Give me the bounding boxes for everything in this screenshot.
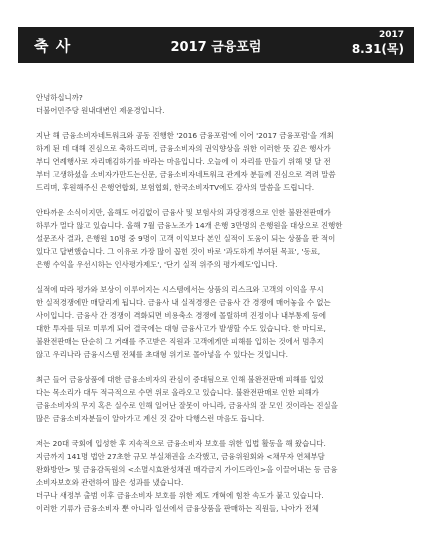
text-line: 않고 우리나라 금융시스템 전체를 초대형 위기로 몰아넣을 수 있다는 것입니다. <box>36 350 288 359</box>
text-line: 많은 금융소비자분들이 알아가고 계신 것 같아 다행스런 마음도 듭니다. <box>36 414 265 423</box>
paragraph-gap <box>36 194 396 206</box>
text-line: 은행 수익을 우선시하는 인사평가제도', '단기 실적 위주의 평가제도'입니다. <box>36 260 278 269</box>
text-line: 안타까운 소식이지만, 올해도 어김없이 금융사 및 보험사의 과당경쟁으로 인한 불완전판매가 <box>36 208 331 217</box>
text-line: 안녕하십니까? <box>36 93 83 102</box>
text-line: 부터 고생하셨을 소비자가만드는신문, 금융소비자네트워크 관계자 분들께 진심으로 격려 말씀 <box>36 170 336 179</box>
speech-body <box>36 91 396 515</box>
text-line: 더구나 새정부 출범 이후 금융소비자 보호를 위한 제도 개혁에 힘찬 속도가 붙고 있습니다. <box>36 491 324 500</box>
text-line: 하게 된 데 대해 진심으로 축하드리며, 금융소비자의 권익향상을 위한 이러한 뜻 깊은 행사가 <box>36 144 331 153</box>
paragraph-gap <box>36 361 396 373</box>
paragraph-gap <box>36 425 396 437</box>
text-line: 이러한 기류가 금융소비자 뿐 아니라 일선에서 금융상품을 판매하는 직원들, 나아가 전체 <box>36 504 319 513</box>
header-date: 8.31(목) <box>351 42 404 56</box>
text-line: 소비자보호와 관련하여 많은 성과를 냈습니다. <box>36 478 184 487</box>
text-line: 실적에 따라 평가와 보상이 이루어지는 시스템에서는 상품의 리스크와 고객의 이익을 무시 <box>36 285 324 294</box>
text-line: 사이입니다. 금융사 간 경쟁이 격화되면 비용축소 경쟁에 몰릴하며 진정이나 내부통제 등에 <box>36 311 327 320</box>
forum-title: 2017 금융포럼 <box>170 40 262 55</box>
text-line: 불완전판매는 단순히 그 거래를 주고받은 직원과 고객에게만 피해를 입히는 것에서 멈추지 <box>36 337 324 346</box>
header-label: 축 사 <box>34 37 72 55</box>
header-year: 2017 <box>378 30 404 40</box>
text-line: 더불어민주당 원내대변인 제윤경입니다. <box>36 106 165 115</box>
text-line: 드리며, 후원해주신 은행연합회, 보험협회, 한국소비자TV에도 감사의 말씀을 드립니다. <box>36 183 315 192</box>
text-line: 지난 해 금융소비자네트워크와 공동 진행한 '2016 금융포럼'에 이어 '2017 금융포럼'을 개최 <box>36 131 334 140</box>
text-line: 있다고 답변했습니다. 그 이유로 가장 많이 꼽힌 것이 바로 '과도하게 부여된 목표', '동료, <box>36 247 321 256</box>
text-line: 저는 20대 국회에 입성한 후 지속적으로 금융소비자 보호를 위한 입법 활동을 해 왔습니다. <box>36 439 326 448</box>
header-banner <box>18 27 414 63</box>
text-line: 금융소비자의 무지 혹은 실수로 인해 일어난 잘못이 아니라, 금융사의 잘 모인 것이라는 진실을 <box>36 401 338 410</box>
text-line: 완화방안> 및 금융감독원의 <소멸시효완성채권 매각금지 가이드라인>을 이끌어내는 등 금융 <box>36 465 338 474</box>
paragraph-gap <box>36 271 396 283</box>
text-line: 한 실적경쟁에만 매달리게 됩니다. 금융사 내 실적경쟁은 금융사 간 경쟁에 매어놓을 수 없는 <box>36 298 331 307</box>
text-line: 최근 들어 금융상품에 대한 금융소비자의 관심이 증대됨으로 인해 불완전판매 피해를 입었 <box>36 375 324 384</box>
text-line: 부디 연례행사로 자리매김하기를 바라는 마음입니다. 오늘에 이 자리를 만들기 위해 몇 달 전 <box>36 157 331 166</box>
text-line: 대한 투자를 뒤로 미루게 되어 결국에는 대형 금융사고가 발생할 수도 있습니다. 한 마디로, <box>36 324 326 333</box>
paragraph-gap <box>36 117 396 129</box>
text-line: 하루가 멀다 않고 있습니다. 올해 7월 금융노조가 14개 은행 3만명의 은행원을 대상으로 진행한 <box>36 221 343 230</box>
text-line: 다는 목소리가 대두 적극적으로 수면 위로 올라오고 있습니다. 불완전판매로 인한 피해가 <box>36 388 319 397</box>
header-date-block <box>352 30 404 57</box>
text-line: 설문조사 결과, 은행원 10명 중 9명이 고객 이익보다 본인 실적이 도움이 되는 상품을 판 적이 <box>36 234 336 243</box>
text-line: 지금까지 141명 법안 27초한 규모 부실채권을 소각했고, 금융위원회와 <채무자 연체부담 <box>36 452 325 461</box>
